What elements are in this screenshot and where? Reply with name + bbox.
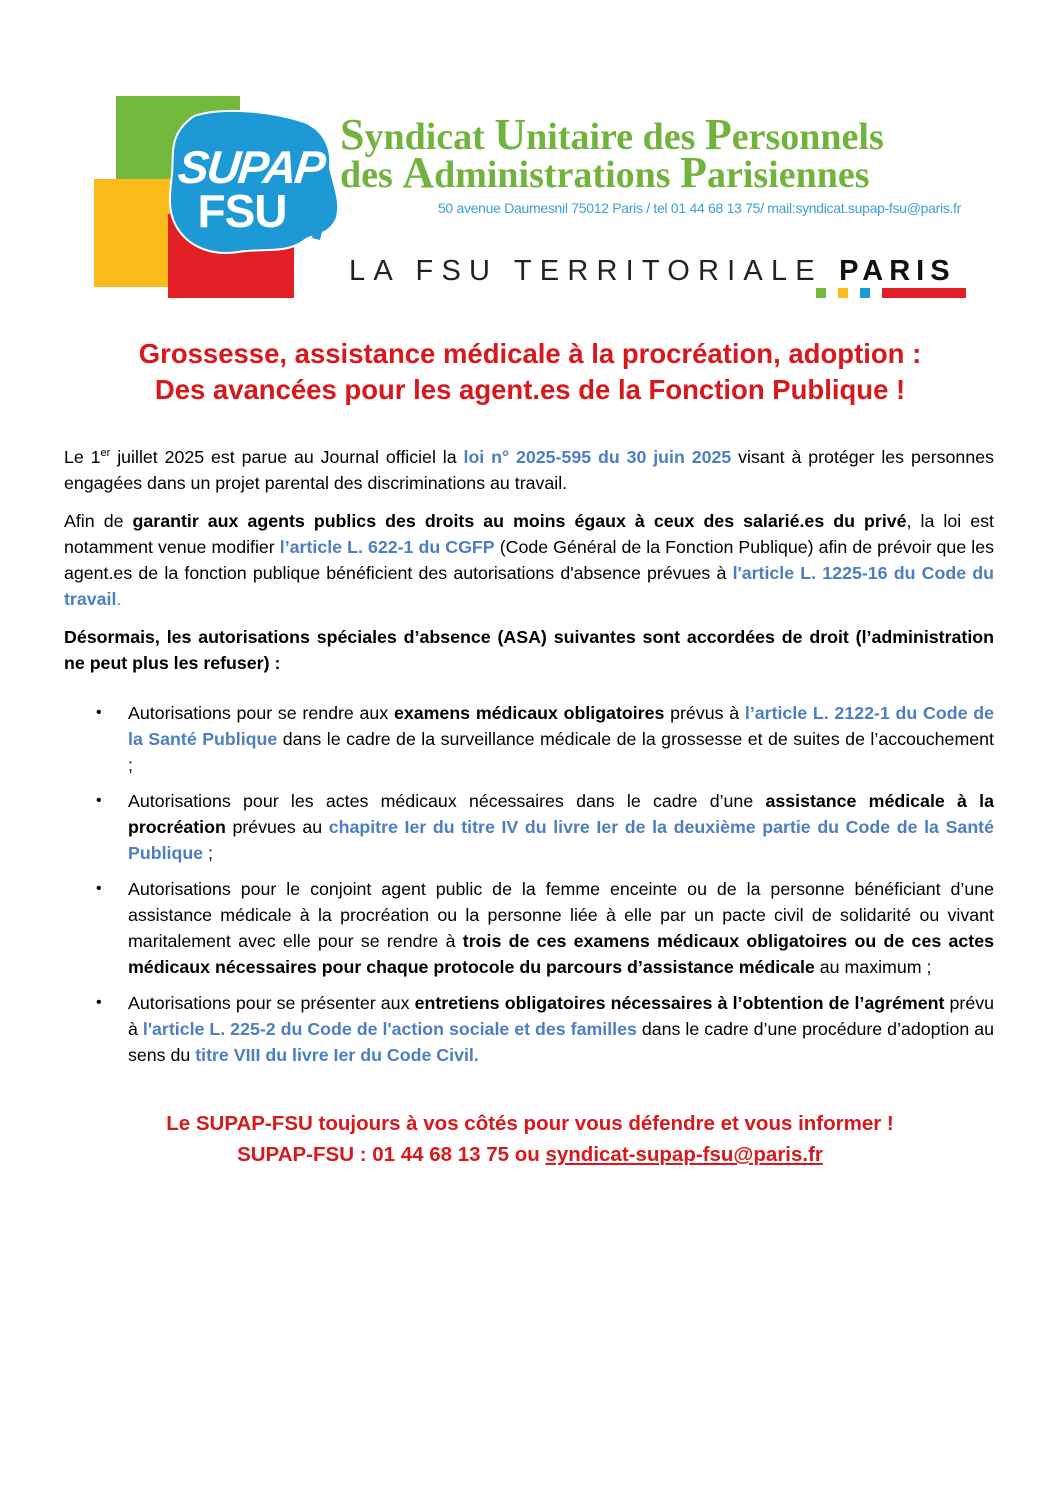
org-word: ersonnels <box>731 116 884 158</box>
logo-word-supap: SUPAP <box>175 141 327 193</box>
superscript: er <box>100 447 111 460</box>
org-initial: S <box>340 110 365 159</box>
org-word: arisiennes <box>706 154 870 196</box>
org-name-line2 <box>340 148 870 197</box>
tagline-city: PARIS <box>839 255 956 287</box>
list-item <box>96 788 994 866</box>
footer-contact <box>60 1139 1000 1170</box>
tagline-prefix: LA FSU TERRITORIALE <box>349 255 823 287</box>
text: . <box>116 589 122 609</box>
list-item <box>96 876 995 980</box>
text: prévues au <box>225 817 329 837</box>
text: juillet 2025 est parue au Journal officiel la <box>110 447 464 467</box>
text: , la loi est notamment venue modifier <box>64 511 994 557</box>
list-item <box>96 700 994 778</box>
color-bar-blue <box>860 288 870 298</box>
org-address: 50 avenue Daumesnil 75012 Paris / tel 01 44 68 13 75/ mail:syndicat.supap-fsu@paris.fr <box>437 200 961 216</box>
org-initial: A <box>402 148 435 197</box>
bullet-icon: • <box>96 994 102 1011</box>
text: Afin de <box>64 511 133 531</box>
bold-text: trois de ces examens médicaux obligatoires ou de ces actes médicaux nécessaires pour chaque protocole du parcours d’assistance médicale <box>128 931 995 977</box>
org-word: nitaire des <box>526 116 705 158</box>
color-bar-yellow <box>838 288 848 298</box>
bold-text: examens médicaux obligatoires <box>393 703 665 723</box>
csp-article-link[interactable]: l’article L. 2122-1 du Code de la Santé Publique <box>128 703 994 749</box>
org-word: yndicat <box>364 116 495 158</box>
bold-text: garantir aux agents publics des droits au moins égaux à ceux des salarié.es du privé <box>132 511 907 531</box>
text: prévus à <box>664 703 745 723</box>
supap-fsu-logo <box>94 96 334 298</box>
footer-email-link[interactable]: syndicat-supap-fsu@paris.fr <box>545 1143 823 1166</box>
casf-article-link[interactable]: l'article L. 225-2 du Code de l'action sociale et des familles <box>142 1019 637 1039</box>
tagline-color-bar <box>816 288 966 298</box>
text: Autorisations pour se présenter aux <box>128 993 415 1013</box>
text: ; <box>203 843 213 863</box>
bullet-icon: • <box>96 880 102 897</box>
text: Autorisations pour se rendre aux <box>128 703 394 723</box>
footer-slogan: Le SUPAP-FSU toujours à vos côtés pour vous défendre et vous informer ! <box>166 1112 894 1135</box>
bold-text: assistance médicale à la procréation <box>128 791 994 837</box>
paragraph-intro <box>64 444 994 496</box>
text: Autorisations pour les actes médicaux nécessaires dans le cadre d’une <box>128 791 766 811</box>
list-item <box>96 990 994 1068</box>
org-word: des <box>340 154 403 196</box>
bullet-icon: • <box>96 792 102 809</box>
csp-chapter-link[interactable]: chapitre Ier du titre IV du livre Ier de la deuxième partie du Code de la Santé Publique <box>128 817 994 863</box>
org-initial: P <box>704 110 732 159</box>
org-word: dministrations <box>434 154 681 196</box>
logo-word-fsu: FSU <box>197 185 287 237</box>
title-line2: Des avancées pour les agent.es de la Fonction Publique ! <box>154 374 906 405</box>
bullet-icon: • <box>96 704 102 721</box>
title-line1: Grossesse, assistance médicale à la procréation, adoption : <box>138 338 922 369</box>
tagline <box>349 254 956 288</box>
footer <box>60 1108 1000 1170</box>
bold-text: Désormais, les autorisations spéciales d’absence (ASA) suivantes sont accordées de droit (l’administration ne peut plus les refuser) : <box>64 627 994 673</box>
bold-text: entretiens obligatoires nécessaires à l’obtention de l’agrément <box>414 993 945 1013</box>
text: Le 1 <box>64 447 101 467</box>
text: au maximum ; <box>814 957 932 977</box>
code-civil-link[interactable]: titre VIII du livre Ier du Code Civil. <box>195 1045 479 1065</box>
text: (Code Général de la Fonction Publique) afin de prévoir que les agent.es de la fonction publique bénéficient des autorisations d'absence prévues à <box>64 537 994 583</box>
org-initial: P <box>680 148 707 197</box>
text: visant à protéger les personnes engagées dans un projet parental des discriminations au travail. <box>64 447 994 493</box>
text: dans le cadre de la surveillance médicale de la grossesse et de suites de l’accouchement ; <box>128 729 994 775</box>
law-reference-link[interactable]: loi n° 2025-595 du 30 juin 2025 <box>463 447 732 467</box>
color-bar-red <box>882 288 966 298</box>
color-bar-green <box>816 288 826 298</box>
document-title <box>60 336 1000 408</box>
cgfp-article-link[interactable] <box>280 537 495 557</box>
logo-yellow-square <box>94 179 170 287</box>
text: dans le cadre d’une procédure d’adoption au sens du <box>128 1019 994 1065</box>
link-text: l’article L. 622-1 du CGFP <box>279 537 495 557</box>
paragraph-modification <box>64 508 994 612</box>
text: Autorisations pour le conjoint agent public de la femme enceinte ou de la personne bénéficiant d’une assistance médicale à la procréation ou la personne liée à elle par un pacte civil de solidarité ou vivant maritalement avec elle pour se rendre à <box>128 879 994 951</box>
paragraph-asa-intro <box>64 624 994 676</box>
document-body <box>64 444 994 1078</box>
org-initial: U <box>494 110 527 159</box>
code-travail-article-link[interactable]: l'article L. 1225-16 du Code du travail <box>64 563 995 609</box>
asa-list <box>64 700 994 1068</box>
footer-phone: SUPAP-FSU : 01 44 68 13 75 ou <box>237 1143 546 1166</box>
text: prévu à <box>128 993 994 1039</box>
